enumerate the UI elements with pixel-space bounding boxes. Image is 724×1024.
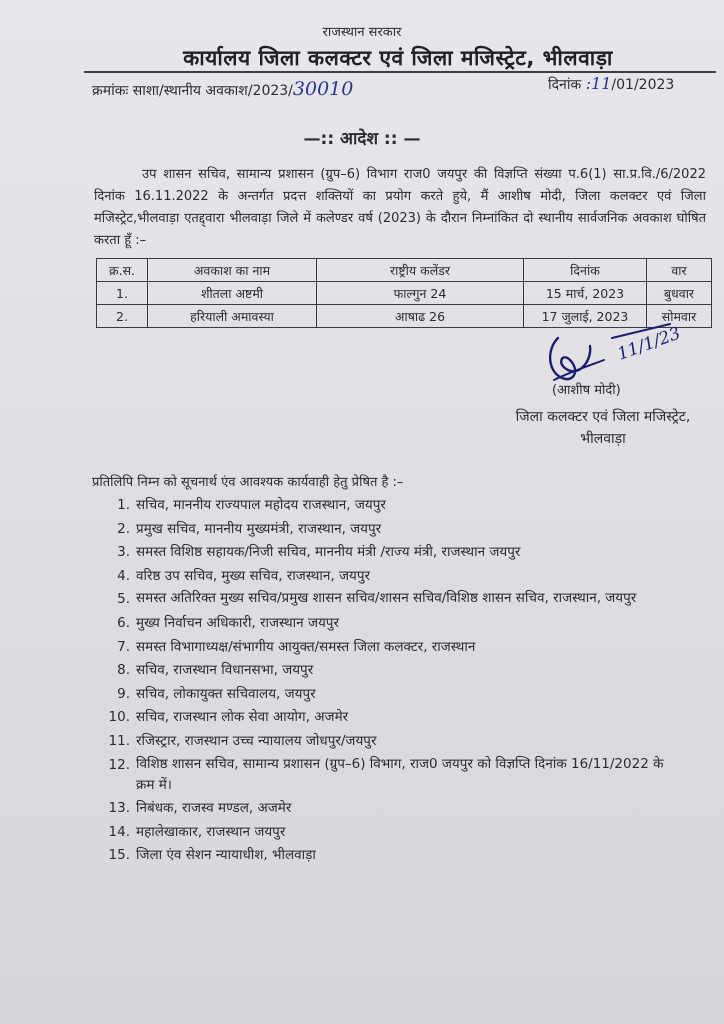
- header-rule: [84, 71, 716, 73]
- table-cell: 17 जुलाई, 2023: [524, 305, 647, 328]
- list-item-number: 6.: [117, 614, 130, 631]
- list-item: [104, 541, 664, 563]
- reference-number: [92, 78, 353, 100]
- table-cell: 1.: [97, 282, 148, 305]
- table-header: दिनांक: [524, 259, 647, 282]
- reference-prefix: क्रमांकः साशा/स्थानीय अवकाश/2023/: [92, 83, 293, 99]
- list-item-number: 5.: [117, 591, 130, 608]
- list-item: [104, 730, 664, 752]
- signer-title-line2: भीलवाड़ा: [580, 431, 626, 447]
- copy-to-list: [104, 494, 664, 868]
- list-item: [104, 494, 664, 516]
- list-item-number: 8.: [117, 662, 130, 679]
- list-item: [104, 659, 664, 681]
- table-header-row: [97, 259, 712, 282]
- signer-title: [488, 406, 718, 450]
- order-paragraph: उप शासन सचिव, सामान्य प्रशासन (ग्रुप–6) विभाग राज0 जयपुर की विज्ञप्ति संख्या प.6(1) सा.प्र.वि./6/2022 दिनांक 16.11.2022 के अन्तर्गत प्रदत्त शक्तियों का प्रयोग करते हुये, मैं आशीष मोदी, जिला कलक्टर एवं जिला मजिस्ट्रेट,भीलवाड़ा एतद्द्वारा भीलवाड़ा जिले में कलेण्डर वर्ष (2023) के दौरान निम्नांकित दो स्थानीय सार्वजनिक अवकाश घोषित करता हूँ :–: [94, 167, 706, 248]
- table-cell: फाल्गुन 24: [317, 282, 524, 305]
- list-item: [104, 821, 664, 843]
- office-title: कार्यालय जिला कलक्टर एवं जिला मजिस्ट्रेट, भीलवाड़ा: [183, 46, 613, 70]
- list-item-number: 13.: [108, 800, 130, 817]
- order-date: [548, 74, 674, 94]
- table-header: क्र.स.: [97, 259, 148, 282]
- list-item-number: 1.: [117, 497, 130, 513]
- list-item-number: 10.: [108, 709, 130, 726]
- list-item: [104, 588, 664, 610]
- copy-to-heading: प्रतिलिपि निम्न को सूचनार्थ एंव आवश्यक कार्यवाही हेतु प्रेषित है :–: [92, 475, 404, 490]
- list-item-number: 2.: [117, 520, 130, 537]
- list-item: [104, 636, 664, 658]
- signer-title-line1: जिला कलक्टर एवं जिला मजिस्ट्रेट,: [515, 409, 691, 425]
- signature-date-initials: 11/1/23: [614, 323, 684, 365]
- list-item-number: 12.: [108, 756, 130, 773]
- table-cell: बुधवार: [647, 282, 712, 305]
- list-item-number: 7.: [117, 638, 130, 655]
- table-header: वार: [647, 259, 712, 282]
- table-header: अवकाश का नाम: [148, 259, 317, 282]
- government-header: राजस्थान सरकार: [322, 25, 402, 40]
- list-item-text: समस्त अतिरिक्त मुख्य सचिव/प्रमुख शासन सचिव/शासन सचिव/विशिष्ठ शासन सचिव, राजस्थान, जयपुर: [136, 590, 637, 607]
- list-item-text: समस्त विभागाध्यक्ष/संभागीय आयुक्त/समस्त जिला कलक्टर, राजस्थान: [136, 638, 476, 655]
- list-item-number: 3.: [117, 544, 130, 561]
- list-item-number: 4.: [117, 567, 130, 584]
- list-item-text: सचिव, राजस्थान लोक सेवा आयोग, अजमेर: [136, 709, 349, 726]
- table-cell: 15 मार्च, 2023: [524, 282, 647, 305]
- holiday-table: [96, 258, 712, 328]
- table-cell: 2.: [97, 305, 148, 328]
- list-item: [104, 683, 664, 705]
- list-item-text: वरिष्ठ उप सचिव, मुख्य सचिव, राजस्थान, जयपुर: [136, 567, 371, 584]
- table-cell: हरियाली अमावस्या: [148, 305, 317, 328]
- list-item-text: महालेखाकार, राजस्थान जयपुर: [136, 823, 286, 840]
- list-item-text: रजिस्ट्रार, राजस्थान उच्च न्यायालय जोधपुर/जयपुर: [136, 732, 377, 749]
- handwritten-reference-number: 30010: [292, 78, 354, 100]
- table-cell: शीतला अष्टमी: [148, 282, 317, 305]
- list-item-text: जिला एंव सेशन न्यायाधीश, भीलवाड़ा: [136, 847, 316, 864]
- list-item-number: 9.: [117, 685, 130, 702]
- list-item-text: विशिष्ठ शासन सचिव, सामान्य प्रशासन (ग्रुप–6) विभाग, राज0 जयपुर को विज्ञप्ति दिनांक 16/11/2022 के क्रम में।: [136, 755, 664, 793]
- list-item-text: सचिव, माननीय राज्यपाल महोदय राजस्थान, जयपुर: [136, 497, 386, 513]
- list-item-text: निबंधक, राजस्व मण्डल, अजमेर: [136, 800, 292, 817]
- list-item: [104, 706, 664, 728]
- list-item: [104, 565, 664, 587]
- list-item-text: समस्त विशिष्ठ सहायक/निजी सचिव, माननीय मंत्री /राज्य मंत्री, राजस्थान जयपुर: [136, 544, 521, 561]
- list-item: [104, 797, 664, 819]
- date-label: दिनांक: [548, 77, 582, 93]
- list-item-number: 14.: [108, 823, 130, 840]
- table-row: [97, 282, 712, 305]
- table-header: राष्ट्रीय कलेंडर: [317, 259, 524, 282]
- list-item: [104, 844, 664, 866]
- date-rest: /01/2023: [611, 77, 675, 93]
- list-item-text: प्रमुख सचिव, माननीय मुख्यमंत्री, राजस्थान, जयपुर: [136, 520, 382, 537]
- list-item-number: 15.: [108, 847, 130, 864]
- table-cell: सोमवार: [647, 305, 712, 328]
- list-item-number: 11.: [108, 732, 130, 749]
- list-item: [104, 754, 664, 796]
- handwritten-date-day: :11: [585, 74, 612, 93]
- list-item-text: सचिव, लोकायुक्त सचिवालय, जयपुर: [136, 685, 316, 702]
- list-item-text: मुख्य निर्वाचन अधिकारी, राजस्थान जयपुर: [136, 614, 339, 631]
- order-title: —:: आदेश :: —: [303, 129, 421, 149]
- list-item-text: सचिव, राजस्थान विधानसभा, जयपुर: [136, 662, 314, 679]
- table-cell: आषाढ 26: [317, 305, 524, 328]
- signer-name: (आशीष मोदी): [552, 383, 621, 398]
- list-item: [104, 612, 664, 634]
- list-item: [104, 518, 664, 540]
